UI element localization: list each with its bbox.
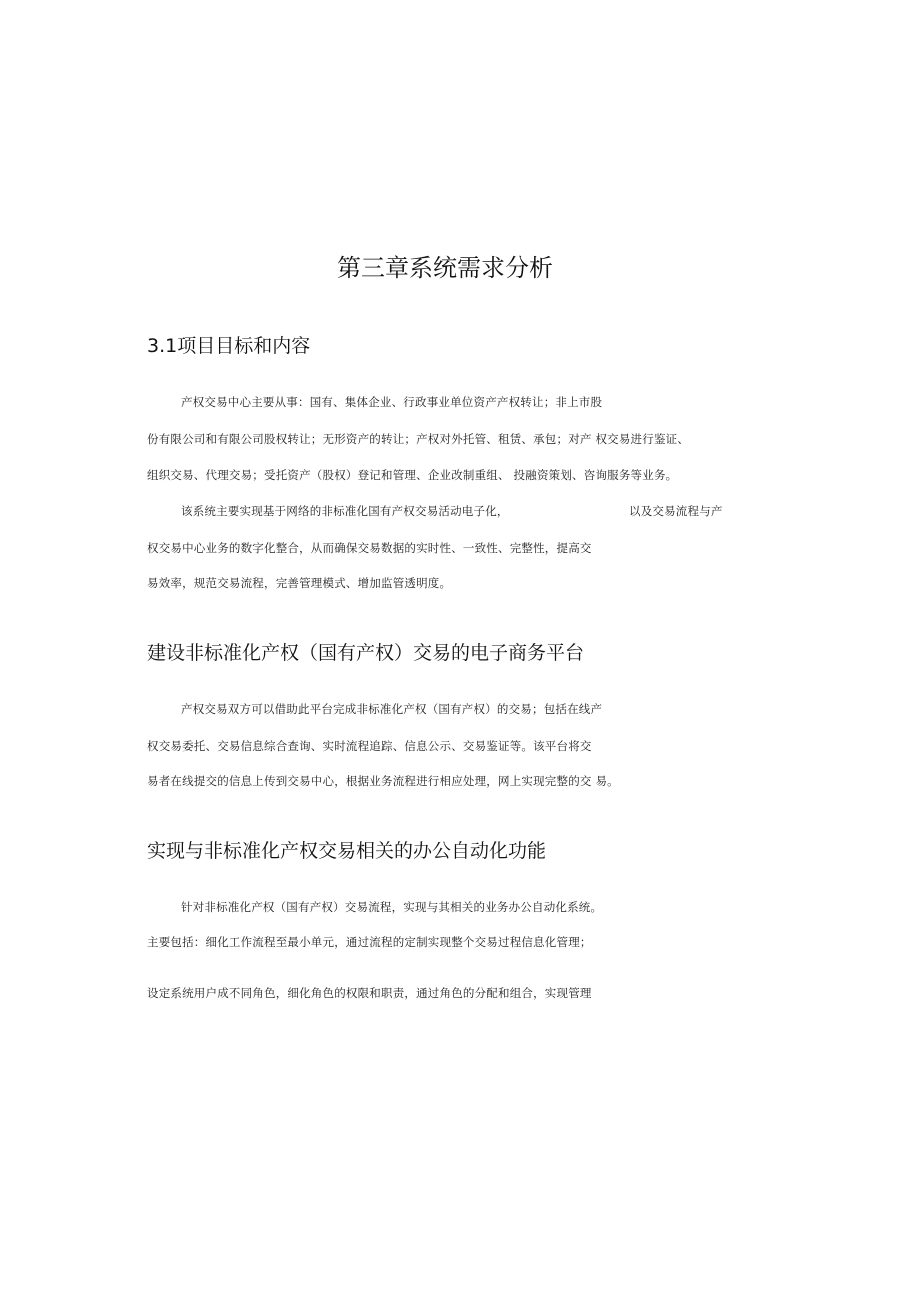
paragraph-line: 该系统主要实现基于网络的非标准化国有产权交易活动电子化， [181,504,509,518]
paragraph-line: 产权交易中心主要从事：国有、集体企业、行政事业单位资产产权转让；非上市股 [181,395,603,409]
paragraph-line: 易者在线提交的信息上传到交易中心，根据业务流程进行相应处理，网上实现完整的交 易。 [147,774,619,788]
paragraph-line: 设定系统用户成不同角色，细化角色的权限和职责，通过角色的分配和组合，实现管理 [147,986,592,1000]
paragraph-line: 权交易委托、交易信息综合查询、实时流程追踪、信息公示、交易鉴证等。该平台将交 [147,739,592,753]
paragraph-line: 份有限公司和有限公司股权转让；无形资产的转让；产权对外托管、租赁、承包；对产 权交易进行鉴证、 [147,432,690,446]
section-title-3-1: 3.1项目目标和内容 [147,335,311,357]
section-title-platform: 建设非标准化产权（国有产权）交易的电子商务平台 [147,642,585,664]
paragraph-line: 主要包括：细化工作流程至最小单元，通过流程的定制实现整个交易过程信息化管理； [147,935,592,949]
paragraph-line: 组织交易、代理交易；受托资产（股权）登记和管理、企业改制重组、 投融资策划、咨询服务等业务。 [147,468,678,482]
paragraph-line: 权交易中心业务的数字化整合，从而确保交易数据的实时性、一致性、完整性，提高交 [147,541,592,555]
paragraph-line: 产权交易双方可以借助此平台完成非标准化产权（国有产权）的交易；包括在线产 [181,702,603,716]
section-title-oa: 实现与非标准化产权交易相关的办公自动化功能 [147,840,547,862]
paragraph-line: 针对非标准化产权（国有产权）交易流程，实现与其相关的业务办公自动化系统。 [181,900,603,914]
paragraph-line: 以及交易流程与产 [629,504,723,518]
paragraph-line: 易效率，规范交易流程，完善管理模式、增加监管透明度。 [147,576,452,590]
chapter-title: 第三章系统需求分析 [337,254,553,282]
